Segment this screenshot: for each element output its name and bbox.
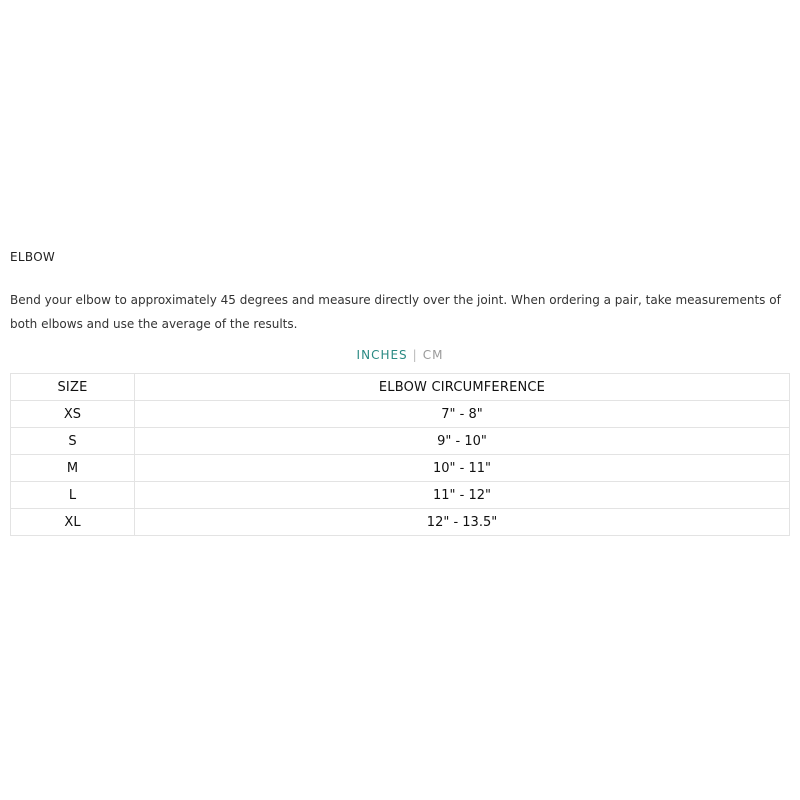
table-row — [11, 401, 790, 428]
size-cell: S — [11, 428, 135, 455]
circumference-cell: 9" - 10" — [135, 428, 790, 455]
circumference-cell: 12" - 13.5" — [135, 509, 790, 536]
size-chart-table — [10, 373, 790, 536]
table-row — [11, 509, 790, 536]
table-row — [11, 428, 790, 455]
unit-cm-option[interactable]: CM — [422, 348, 444, 362]
section-title: ELBOW — [10, 250, 56, 264]
circumference-column-header: ELBOW CIRCUMFERENCE — [135, 374, 790, 401]
size-cell: XL — [11, 509, 135, 536]
unit-inches-option[interactable]: INCHES — [356, 348, 408, 362]
circumference-cell: 10" - 11" — [135, 455, 790, 482]
size-cell: XS — [11, 401, 135, 428]
size-cell: M — [11, 455, 135, 482]
circumference-cell: 11" - 12" — [135, 482, 790, 509]
measurement-instructions: Bend your elbow to approximately 45 degrees and measure directly over the joint. When ordering a pair, take measurements of both elbows and use the average of the results. — [10, 293, 781, 331]
size-cell: L — [11, 482, 135, 509]
table-row — [11, 455, 790, 482]
unit-toggle — [0, 348, 800, 362]
unit-separator: | — [412, 348, 418, 362]
table-row — [11, 482, 790, 509]
size-column-header: SIZE — [11, 374, 135, 401]
circumference-cell: 7" - 8" — [135, 401, 790, 428]
table-header-row — [11, 374, 790, 401]
